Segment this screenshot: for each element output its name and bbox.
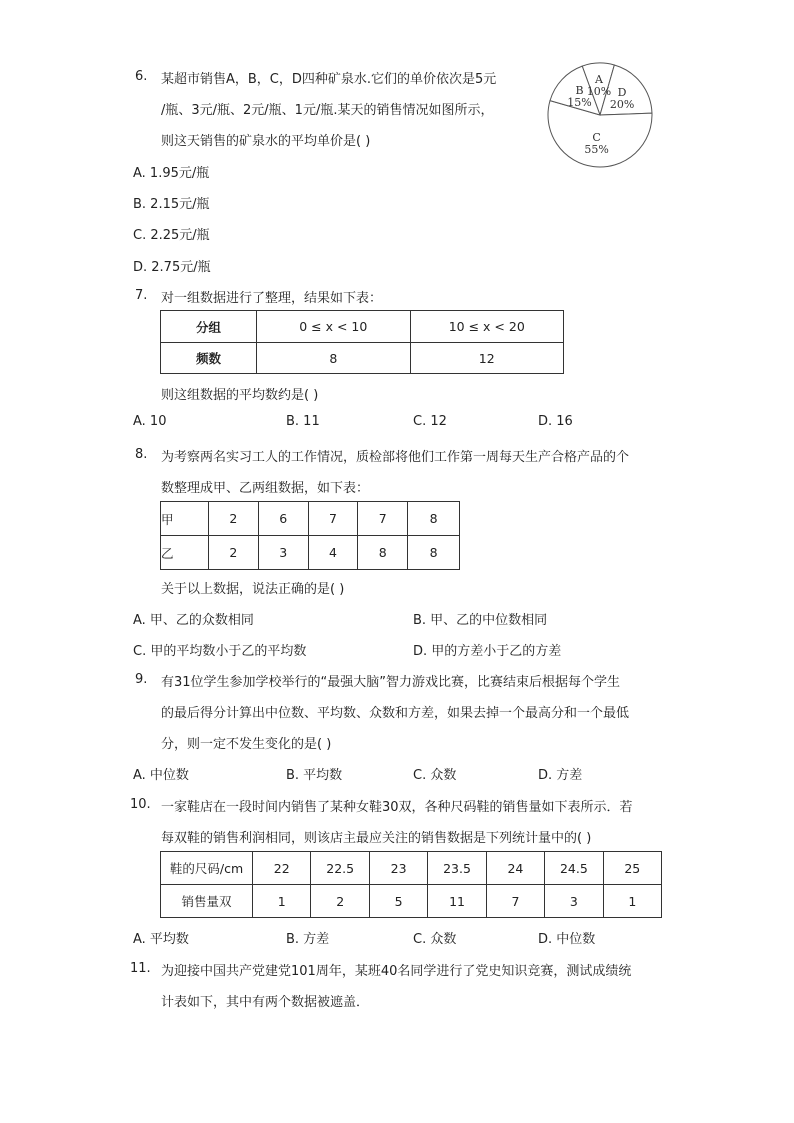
q6-line2: /瓶、3元/瓶、2元/瓶、1元/瓶.某天的销售情况如图所示， (161, 103, 494, 118)
q8-line2: 数整理成甲、乙两组数据，如下表： (161, 481, 370, 496)
q7-stem: 对一组数据进行了整理，结果如下表： (161, 291, 383, 306)
q11-line2: 计表如下，其中有两个数据被遮盖． (161, 995, 370, 1010)
q8-cell: 3 (258, 536, 308, 570)
q7-cell: 频数 (161, 343, 257, 374)
pie-value-a: 10% (586, 85, 612, 99)
q9-option-b[interactable]: B. 平均数 (286, 768, 343, 783)
q7-cell: 0 ≤ x < 10 (257, 311, 410, 343)
q10-cell: 24.5 (545, 852, 604, 885)
q8-cell: 2 (208, 536, 258, 570)
q10-cell: 7 (486, 885, 544, 918)
q8-cell: 6 (258, 502, 308, 536)
q7-option-d[interactable]: D. 16 (538, 414, 573, 429)
q10-cell: 销售量双 (161, 885, 253, 918)
q8-line1: 为考察两名实习工人的工作情况，质检部将他们工作第一周每天生产合格产品的个 (161, 450, 630, 465)
q9-option-d[interactable]: D. 方差 (538, 768, 583, 783)
q7-option-b[interactable]: B. 11 (286, 414, 320, 429)
pie-label-d: D (617, 85, 627, 99)
q10-option-a[interactable]: A. 平均数 (133, 932, 189, 947)
q8-cell: 7 (358, 502, 408, 536)
q10-cell: 23.5 (428, 852, 487, 885)
q10-cell: 鞋的尺码/cm (161, 852, 253, 885)
q10-cell: 24 (486, 852, 544, 885)
q6-option-c[interactable]: C. 2.25元/瓶 (133, 228, 210, 243)
q6-line1: 某超市销售A，B，C，D四种矿泉水.它们的单价依次是5元 (161, 72, 497, 87)
q10-cell: 23 (369, 852, 427, 885)
q8-cell: 甲 (161, 502, 209, 536)
pie-label-a: A (594, 73, 603, 87)
q10-cell: 25 (603, 852, 661, 885)
q9-option-a[interactable]: A. 中位数 (133, 768, 189, 783)
q7-cell: 12 (410, 343, 563, 374)
q8-cell: 8 (358, 536, 408, 570)
q10-line1: 一家鞋店在一段时间内销售了某种女鞋30双，各种尺码鞋的销售量如下表所示．若 (161, 800, 633, 815)
q8-option-b[interactable]: B. 甲、乙的中位数相同 (413, 613, 548, 628)
q10-cell: 1 (253, 885, 311, 918)
q8-cell: 乙 (161, 536, 209, 570)
q7-table (160, 310, 564, 374)
q6-option-b[interactable]: B. 2.15元/瓶 (133, 197, 210, 212)
pie-value-d: 20% (609, 97, 635, 111)
q8-after: 关于以上数据，说法正确的是( ) (161, 582, 345, 597)
q11-number: 11. (130, 961, 151, 976)
q8-table (160, 501, 460, 570)
q7-option-c[interactable]: C. 12 (413, 414, 447, 429)
q10-cell: 3 (545, 885, 604, 918)
q10-cell: 2 (311, 885, 370, 918)
q8-cell: 8 (408, 536, 460, 570)
q10-cell: 22 (253, 852, 311, 885)
pie-value-c: 55% (584, 142, 609, 156)
q10-number: 10. (130, 797, 151, 812)
q10-cell: 1 (603, 885, 661, 918)
q8-cell: 4 (308, 536, 358, 570)
q9-line3: 分，则一定不发生变化的是( ) (161, 737, 332, 752)
q8-cell: 7 (308, 502, 358, 536)
q9-option-c[interactable]: C. 众数 (413, 768, 457, 783)
pie-label-b: B (575, 83, 584, 97)
q10-line2: 每双鞋的销售利润相同，则该店主最应关注的销售数据是下列统计量中的( ) (161, 831, 592, 846)
pie-label-c: C (592, 130, 601, 144)
q8-number: 8. (135, 447, 148, 462)
q7-after: 则这组数据的平均数约是( ) (161, 388, 319, 403)
q7-number: 7. (135, 288, 148, 303)
pie-chart (530, 60, 670, 170)
q8-cell: 8 (408, 502, 460, 536)
q8-cell: 2 (208, 502, 258, 536)
q10-cell: 11 (428, 885, 487, 918)
q8-option-d[interactable]: D. 甲的方差小于乙的方差 (413, 644, 562, 659)
q6-option-d[interactable]: D. 2.75元/瓶 (133, 260, 211, 275)
q10-option-b[interactable]: B. 方差 (286, 932, 330, 947)
q10-table (160, 851, 662, 918)
q10-option-d[interactable]: D. 中位数 (538, 932, 596, 947)
q7-cell: 8 (257, 343, 410, 374)
q10-cell: 22.5 (311, 852, 370, 885)
q9-number: 9. (135, 672, 148, 687)
q9-line1: 有31位学生参加学校举行的“最强大脑”智力游戏比赛，比赛结束后根据每个学生 (161, 675, 621, 690)
q6-line3: 则这天销售的矿泉水的平均单价是( ) (161, 134, 371, 149)
q8-option-c[interactable]: C. 甲的平均数小于乙的平均数 (133, 644, 307, 659)
q9-line2: 的最后得分计算出中位数、平均数、众数和方差，如果去掉一个最高分和一个最低 (161, 706, 630, 721)
q11-line1: 为迎接中国共产党建党101周年，某班40名同学进行了党史知识竞赛，测试成绩统 (161, 964, 632, 979)
q6-number: 6. (135, 69, 148, 84)
q7-cell: 10 ≤ x < 20 (410, 311, 563, 343)
q10-cell: 5 (369, 885, 427, 918)
q7-cell: 分组 (161, 311, 257, 343)
q7-option-a[interactable]: A. 10 (133, 414, 167, 429)
pie-value-b: 15% (567, 95, 592, 109)
q10-option-c[interactable]: C. 众数 (413, 932, 457, 947)
q8-option-a[interactable]: A. 甲、乙的众数相同 (133, 613, 254, 628)
q6-option-a[interactable]: A. 1.95元/瓶 (133, 166, 210, 181)
